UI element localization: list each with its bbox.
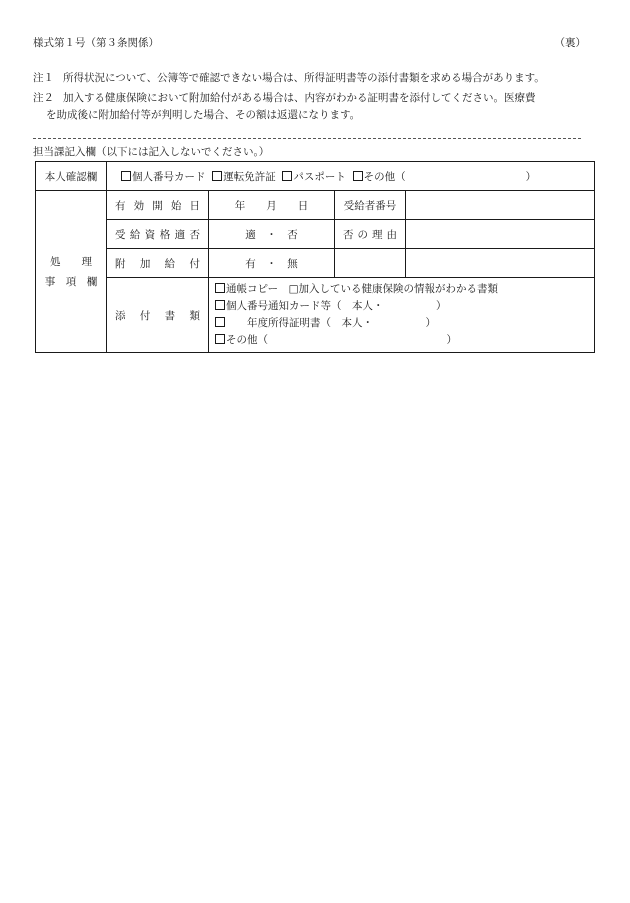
option-my-number-card: 個人番号カード: [132, 170, 206, 183]
staff-section-label: 担当課記入欄（以下には記入しないでください。）: [33, 146, 270, 158]
staff-entry-table: [35, 161, 595, 353]
checkbox-my-number-card[interactable]: [121, 171, 131, 181]
note-1-text: 所得状況について、公簿等で確認できない場合は、所得証明書等の添付書類を求める場合があります。: [63, 72, 545, 84]
recipient-number-label: 受給者番号: [335, 191, 406, 220]
denial-reason-field[interactable]: [406, 220, 595, 249]
option-drivers-license: 運転免許証: [223, 170, 276, 183]
note-1: [33, 70, 593, 87]
valid-start-row: [36, 191, 595, 220]
note-1-label: 注１: [33, 72, 54, 84]
checkbox-other[interactable]: [353, 171, 363, 181]
note-2: [33, 90, 593, 107]
denial-reason-label: 否の理由: [335, 220, 406, 249]
page-side-label: （裏）: [554, 37, 586, 49]
option-passport: パスポート: [293, 170, 346, 183]
processing-label-b: 事 項 欄: [44, 275, 98, 288]
attachment-item: その他（ ）: [215, 332, 588, 349]
note-2-label: 注２: [33, 92, 54, 104]
processing-label: [36, 191, 107, 353]
id-check-options: [107, 162, 595, 191]
checkbox-bankbook-copy[interactable]: [215, 283, 225, 293]
attachments-row: [36, 278, 595, 353]
note-2-continuation: を助成後に附加給付等が判明した場合、その額は返還になります。: [46, 109, 361, 121]
additional-benefit-label: 附加給付: [107, 249, 209, 278]
additional-benefit-blank-2: [406, 249, 595, 278]
checkbox-drivers-license[interactable]: [212, 171, 222, 181]
attachment-item: 通帳コピー □加入している健康保険の情報がわかる書類: [215, 281, 588, 298]
attachment-item: 年度所得証明書（ 本人・ ）: [215, 315, 588, 332]
recipient-number-field[interactable]: [406, 191, 595, 220]
eligibility-label: 受給資格適否: [107, 220, 209, 249]
valid-start-date-field[interactable]: 年 月 日: [209, 191, 335, 220]
additional-benefit-field[interactable]: 有 ・ 無: [209, 249, 335, 278]
attachment-item: 個人番号通知カード等（ 本人・ ）: [215, 298, 588, 315]
note-2-text: 加入する健康保険において附加給付がある場合は、内容がわかる証明書を添付してください。医療費: [63, 92, 536, 104]
option-other: その他（: [363, 170, 406, 183]
eligibility-row: [36, 220, 595, 249]
checkbox-passport[interactable]: [282, 171, 292, 181]
attachments-label: 添付書類: [107, 278, 209, 353]
checkbox-income-certificate[interactable]: [215, 317, 225, 327]
option-other-close: ）: [525, 170, 537, 183]
form-number: 様式第１号（第３条関係）: [33, 37, 159, 49]
id-check-row: [36, 162, 595, 191]
id-check-label: 本人確認欄: [36, 162, 107, 191]
eligibility-field[interactable]: 適 ・ 否: [209, 220, 335, 249]
checkbox-my-number-notice[interactable]: [215, 300, 225, 310]
additional-benefit-blank-1: [335, 249, 406, 278]
valid-start-label: 有効開始日: [107, 191, 209, 220]
additional-benefit-row: [36, 249, 595, 278]
checkbox-attachment-other[interactable]: [215, 334, 225, 344]
attachments-list: [209, 278, 595, 353]
processing-label-a: 処 理: [50, 255, 92, 268]
dotted-divider: [33, 138, 581, 139]
